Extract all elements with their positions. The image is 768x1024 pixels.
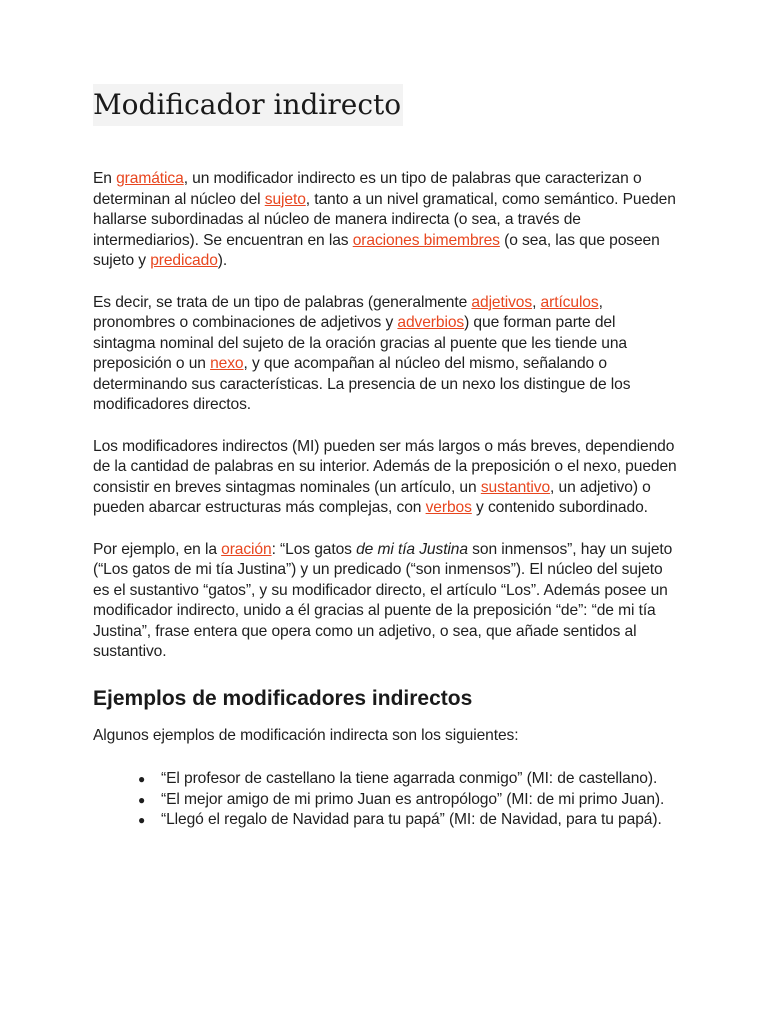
text-run: , tanto a un nivel gramatical, como semántico. Pueden hallarse subordinadas al núcleo de manera indirecta (o sea, a través de intermediarios). Se encuentran en las — [93, 190, 676, 249]
inline-link[interactable]: verbos — [425, 499, 472, 516]
text-run: , un modificador indirecto es un tipo de palabras que caracterizan o determinan al núcleo del — [93, 170, 642, 208]
text-run: ) que forman parte del sintagma nominal del sujeto de la oración gracias al puente que les tiende una preposición o un — [93, 314, 628, 372]
list-item — [138, 790, 678, 811]
list-item — [138, 769, 678, 790]
list-item-text: “El profesor de castellano la tiene agarrada conmigo” (MI: de castellano). — [161, 770, 658, 787]
list-item-text: “El mejor amigo de mi primo Juan es antropólogo” (MI: de mi primo Juan). — [161, 790, 665, 808]
inline-link[interactable]: adverbios — [397, 314, 465, 331]
text-run: , y que acompañan al núcleo del mismo, señalando o determinando sus características. La presencia de un nexo los distingue de los modificadores directos. — [93, 355, 631, 413]
paragraph-length — [93, 437, 678, 519]
inline-link[interactable]: predicado — [150, 252, 218, 269]
inline-link[interactable]: oraciones bimembres — [352, 231, 500, 249]
text-run: : “Los gatos — [271, 540, 357, 558]
text-run: Los modificadores indirectos (MI) pueden ser más largos o más breves, dependiendo de la cantidad de palabras en su interior. Además de la preposición o el nexo, pueden consistir en breves sintagmas nominales (un artículo, un — [93, 437, 677, 496]
list-item-text: “Llegó el regalo de Navidad para tu papá” (MI: de Navidad, para tu papá). — [161, 811, 662, 828]
text-run: , pronombres o combinaciones de adjetivos y — [93, 293, 603, 331]
text-run: son inmensos”, hay un sujeto (“Los gatos de mi tía Justina”) y un predicado (“son inmensos”). El núcleo del sujeto es el sustantivo “gatos”, y su modificador directo, el artículo “Los”. Además posee un modificador indirecto, unido a él gracias al puente de la preposición “de”: “de mi tía Justina”, frase entera que opera como un adjetivo, o sea, que añade sentidos al sustantivo. — [93, 540, 673, 660]
paragraph-intro-definition — [93, 169, 678, 272]
examples-intro: Algunos ejemplos de modificación indirecta son los siguientes: — [93, 726, 519, 744]
inline-link[interactable]: gramática — [116, 170, 184, 187]
text-run: , — [532, 293, 541, 311]
inline-link[interactable]: adjetivos — [471, 293, 533, 311]
italic-text: de mi tía Justina — [356, 540, 468, 558]
bullet-icon: ● — [138, 772, 146, 786]
text-run: , un adjetivo) o pueden abarcar estructuras más complejas, con — [93, 478, 651, 516]
body-paragraphs — [93, 169, 678, 663]
inline-link[interactable]: sujeto — [264, 190, 306, 208]
text-run: ). — [217, 252, 228, 269]
paragraph-explanation — [93, 293, 678, 416]
text-run: En — [93, 170, 117, 187]
examples-list — [93, 769, 678, 831]
inline-link[interactable]: sustantivo — [480, 478, 551, 496]
section-heading: Ejemplos de modificadores indirectos — [93, 686, 473, 710]
document-page — [93, 84, 678, 831]
bullet-icon: ● — [138, 792, 146, 807]
text-run: Es decir, se trata de un tipo de palabras (generalmente — [93, 293, 472, 311]
list-item — [138, 810, 678, 831]
text-run: Por ejemplo, en la — [93, 540, 222, 558]
inline-link[interactable]: nexo — [210, 355, 244, 372]
bullet-icon: ● — [138, 813, 146, 827]
text-run: y contenido subordinado. — [471, 499, 648, 516]
text-run: (o sea, las que poseen sujeto y — [93, 231, 660, 269]
inline-link[interactable]: artículos — [540, 293, 599, 311]
page-title: Modificador indirecto — [93, 84, 403, 126]
paragraph-example — [93, 540, 678, 663]
inline-link[interactable]: oración — [221, 540, 272, 558]
